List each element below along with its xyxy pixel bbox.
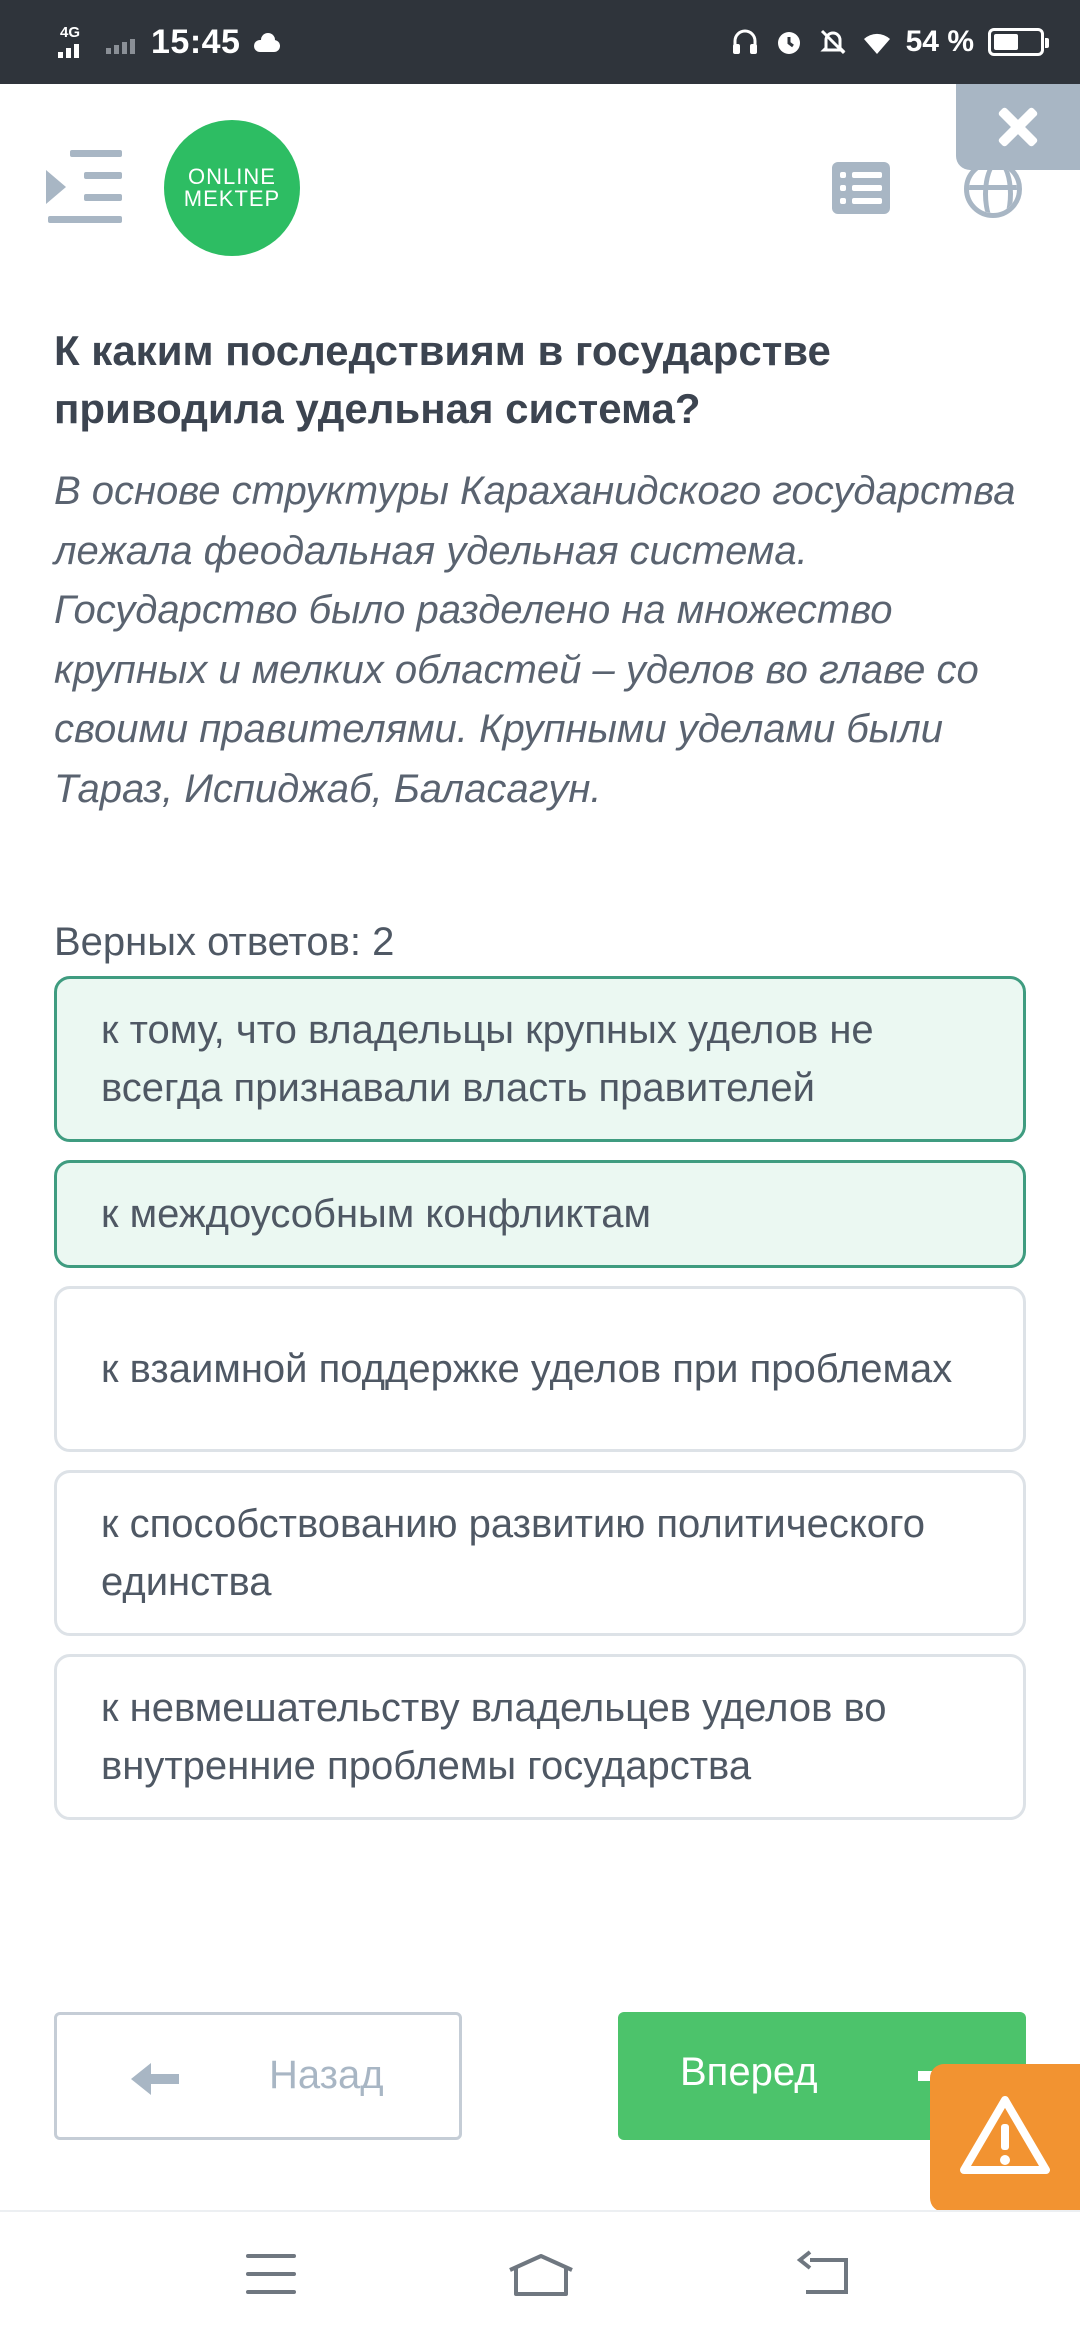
- headphones-icon: [730, 27, 760, 57]
- battery-icon: [988, 28, 1044, 56]
- list-icon[interactable]: [832, 162, 890, 214]
- back-button[interactable]: [54, 2012, 462, 2140]
- back-button-label: Назад: [269, 2053, 384, 2097]
- answer-option[interactable]: [54, 976, 1026, 1142]
- mute-icon: [818, 27, 848, 57]
- answer-option[interactable]: [54, 1654, 1026, 1820]
- alarm-icon: [774, 27, 804, 57]
- answer-option[interactable]: [54, 1470, 1026, 1636]
- battery-percent: 54 %: [905, 25, 974, 58]
- onlinemektep-logo[interactable]: [164, 120, 300, 256]
- answer-option[interactable]: [54, 1286, 1026, 1452]
- logo-line-2: MEKTEP: [183, 186, 281, 211]
- next-button-label: Вперед: [680, 2050, 818, 2094]
- answer-option-text: к невмешательству владельцев уделов во внутренние проблемы государства: [101, 1686, 887, 1788]
- report-problem-button[interactable]: [930, 2064, 1080, 2212]
- system-nav-bar: [0, 2212, 1080, 2340]
- status-left: [56, 18, 282, 66]
- status-time: 15:45: [151, 22, 241, 61]
- signal-icon: [56, 22, 96, 62]
- arrow-left-icon: [131, 2063, 179, 2095]
- answer-option-text: к междоусобным конфликтам: [101, 1192, 651, 1236]
- status-right: [730, 18, 1044, 66]
- wifi-icon: [862, 27, 892, 57]
- status-bar: [0, 0, 1080, 84]
- question-context: В основе структуры Караханидского государства лежала феодальная удельная система. Государство было разделено на множество крупных и мелких областей – уделов во главе со своими правителями. Крупными уделами были Тараз, Испиджаб, Баласагун.: [54, 469, 1016, 811]
- cloud-icon: [252, 32, 282, 52]
- warning-icon: [930, 2064, 1080, 2212]
- answer-option-text: к взаимной поддержке уделов при проблемах: [101, 1347, 953, 1391]
- signal-secondary-icon: [106, 30, 135, 54]
- menu-icon[interactable]: [44, 150, 122, 224]
- recent-apps-icon[interactable]: [246, 2254, 296, 2294]
- answer-option[interactable]: [54, 1160, 1026, 1268]
- network-type: 4G: [60, 24, 81, 41]
- answer-option-text: к тому, что владельцы крупных уделов не всегда признавали власть правителей: [101, 1008, 874, 1110]
- back-nav-icon[interactable]: [796, 2250, 852, 2298]
- question-title: К каким последствиям в государстве приводила удельная система?: [54, 327, 831, 432]
- home-icon[interactable]: [506, 2252, 576, 2298]
- close-icon[interactable]: [956, 84, 1080, 170]
- correct-answers-count: Верных ответов: 2: [54, 920, 395, 964]
- answer-option-text: к способствованию развитию политического единства: [101, 1502, 926, 1604]
- logo-line-1: ONLINE: [188, 164, 276, 189]
- battery-level: [994, 34, 1018, 50]
